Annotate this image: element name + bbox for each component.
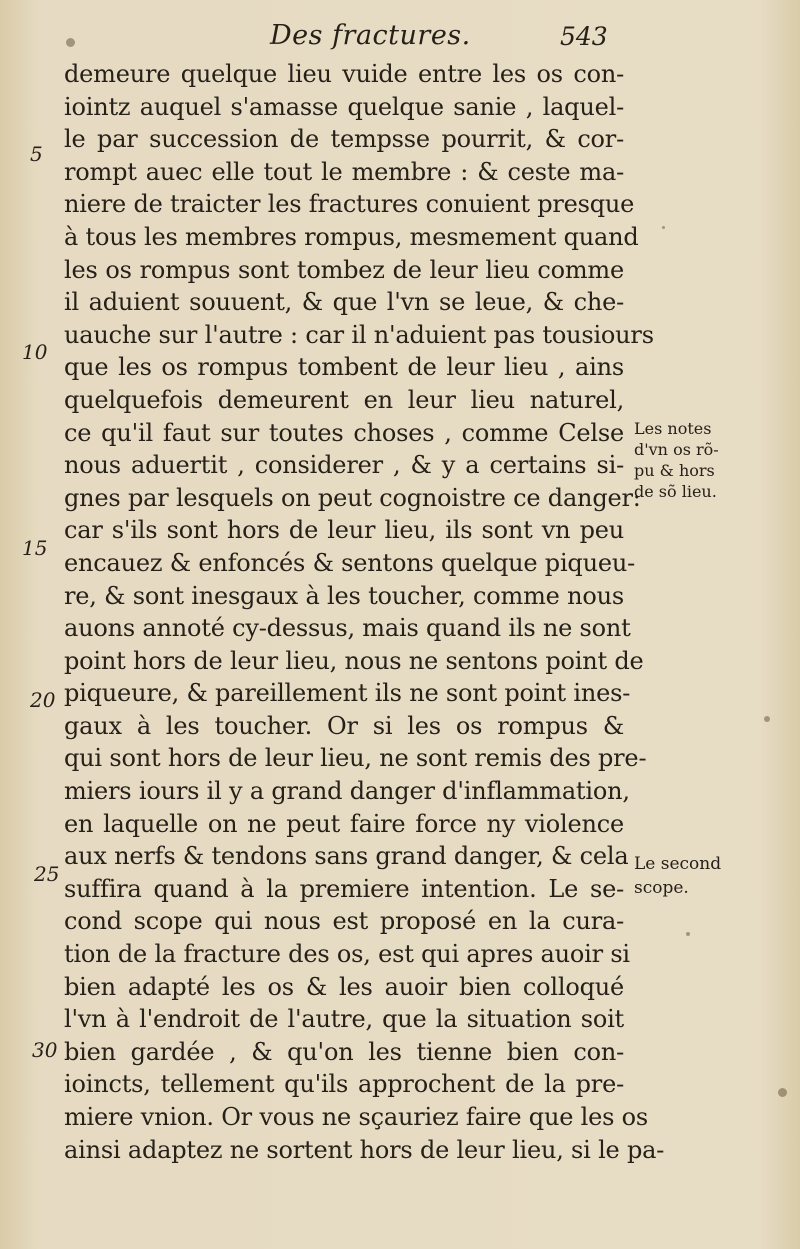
text-line: re, & sont inesgaux à les toucher, comme nous	[64, 581, 624, 610]
text-line: demeure quelque lieu vuide entre les os con-	[64, 60, 624, 88]
text-line: rompt auec elle tout le membre : & ceste ma-	[64, 157, 624, 186]
text-line: nous aduertit , considerer , & y a certains si-	[64, 451, 624, 480]
text-line: le par succession de tempsse pourrit, & cor-	[64, 125, 624, 154]
line-number: 10	[22, 340, 48, 364]
text-line: cond scope qui nous est proposé en la cura-	[64, 907, 624, 936]
text-line: gaux à les toucher. Or si les os rompus &	[64, 711, 624, 740]
ink-speck	[662, 226, 665, 229]
line-number-gutter	[0, 0, 62, 1249]
text-line: les os rompus sont tombez de leur lieu comme	[64, 255, 624, 284]
margin-note-les-notes	[634, 418, 719, 502]
text-line: aux nerfs & tendons sans grand danger, & cela	[64, 842, 629, 871]
running-title: Des fractures.	[270, 20, 471, 51]
line-number: 30	[32, 1038, 58, 1062]
ink-speck	[686, 932, 690, 936]
text-line: ioincts, tellement qu'ils approchent de la pre-	[64, 1070, 624, 1099]
margin-note-line: Le second	[634, 854, 722, 874]
text-line: suffira quand à la premiere intention. Le se-	[64, 874, 624, 903]
margin-note-line: pu & hors	[634, 461, 715, 480]
text-line: en laquelle on ne peut faire force ny violence	[64, 809, 624, 838]
margin-note-le-second-scope	[634, 852, 721, 900]
line-number: 5	[30, 142, 43, 166]
text-line: iointz auquel s'amasse quelque sanie , laquel-	[64, 92, 624, 121]
text-line: il aduient souuent, & que l'vn se leue, & che-	[64, 288, 624, 317]
text-line: uauche sur l'autre : car il n'aduient pas tousiours	[64, 320, 654, 349]
text-line: encauez & enfoncés & sentons quelque piqueu-	[64, 548, 636, 577]
text-line: miers iours il y a grand danger d'inflammation,	[64, 777, 630, 806]
text-line: point hors de leur lieu, nous ne sentons point de	[64, 646, 644, 675]
margin-note-line: Les notes	[634, 419, 712, 438]
text-line: l'vn à l'endroit de l'autre, que la situation soit	[64, 1005, 624, 1034]
ink-speck	[764, 716, 770, 722]
text-line: gnes par lesquels on peut cognoistre ce danger:	[64, 483, 641, 512]
text-line: miere vnion. Or vous ne sçauriez faire que les os	[64, 1103, 649, 1131]
text-line: auons annoté cy-dessus, mais quand ils ne sont	[64, 614, 631, 643]
ink-speck	[778, 1088, 787, 1097]
text-line: quelquefois demeurent en leur lieu naturel,	[64, 385, 624, 414]
text-line: tion de la fracture des os, est qui apres auoir si	[64, 940, 630, 969]
text-line: ainsi adaptez ne sortent hors de leur lieu, si le pa-	[64, 1135, 665, 1164]
text-line: à tous les membres rompus, mesmement quand	[64, 222, 639, 251]
text-line: qui sont hors de leur lieu, ne sont remis des pre-	[64, 744, 647, 773]
margin-note-line: scope.	[634, 878, 689, 898]
page-number: 543	[560, 22, 608, 51]
main-text-block	[64, 58, 665, 1166]
text-line: piqueure, & pareillement ils ne sont point ines-	[64, 679, 631, 708]
text-line: niere de traicter les fractures conuient presque	[64, 190, 635, 219]
line-number: 15	[22, 536, 48, 560]
text-line: ce qu'il faut sur toutes choses , comme Celse	[64, 418, 624, 447]
margin-note-line: d'vn os rõ-	[634, 440, 719, 459]
text-line: bien gardée , & qu'on les tienne bien con-	[64, 1037, 624, 1066]
text-line: que les os rompus tombent de leur lieu , ains	[64, 353, 624, 382]
page-header	[0, 20, 800, 60]
ink-speck	[66, 38, 75, 47]
line-number: 25	[34, 862, 60, 886]
text-line: bien adapté les os & les auoir bien colloqué	[64, 972, 624, 1001]
line-number: 20	[30, 688, 56, 712]
margin-note-line: de sõ lieu.	[634, 482, 717, 501]
text-line: car s'ils sont hors de leur lieu, ils sont vn peu	[64, 516, 624, 545]
